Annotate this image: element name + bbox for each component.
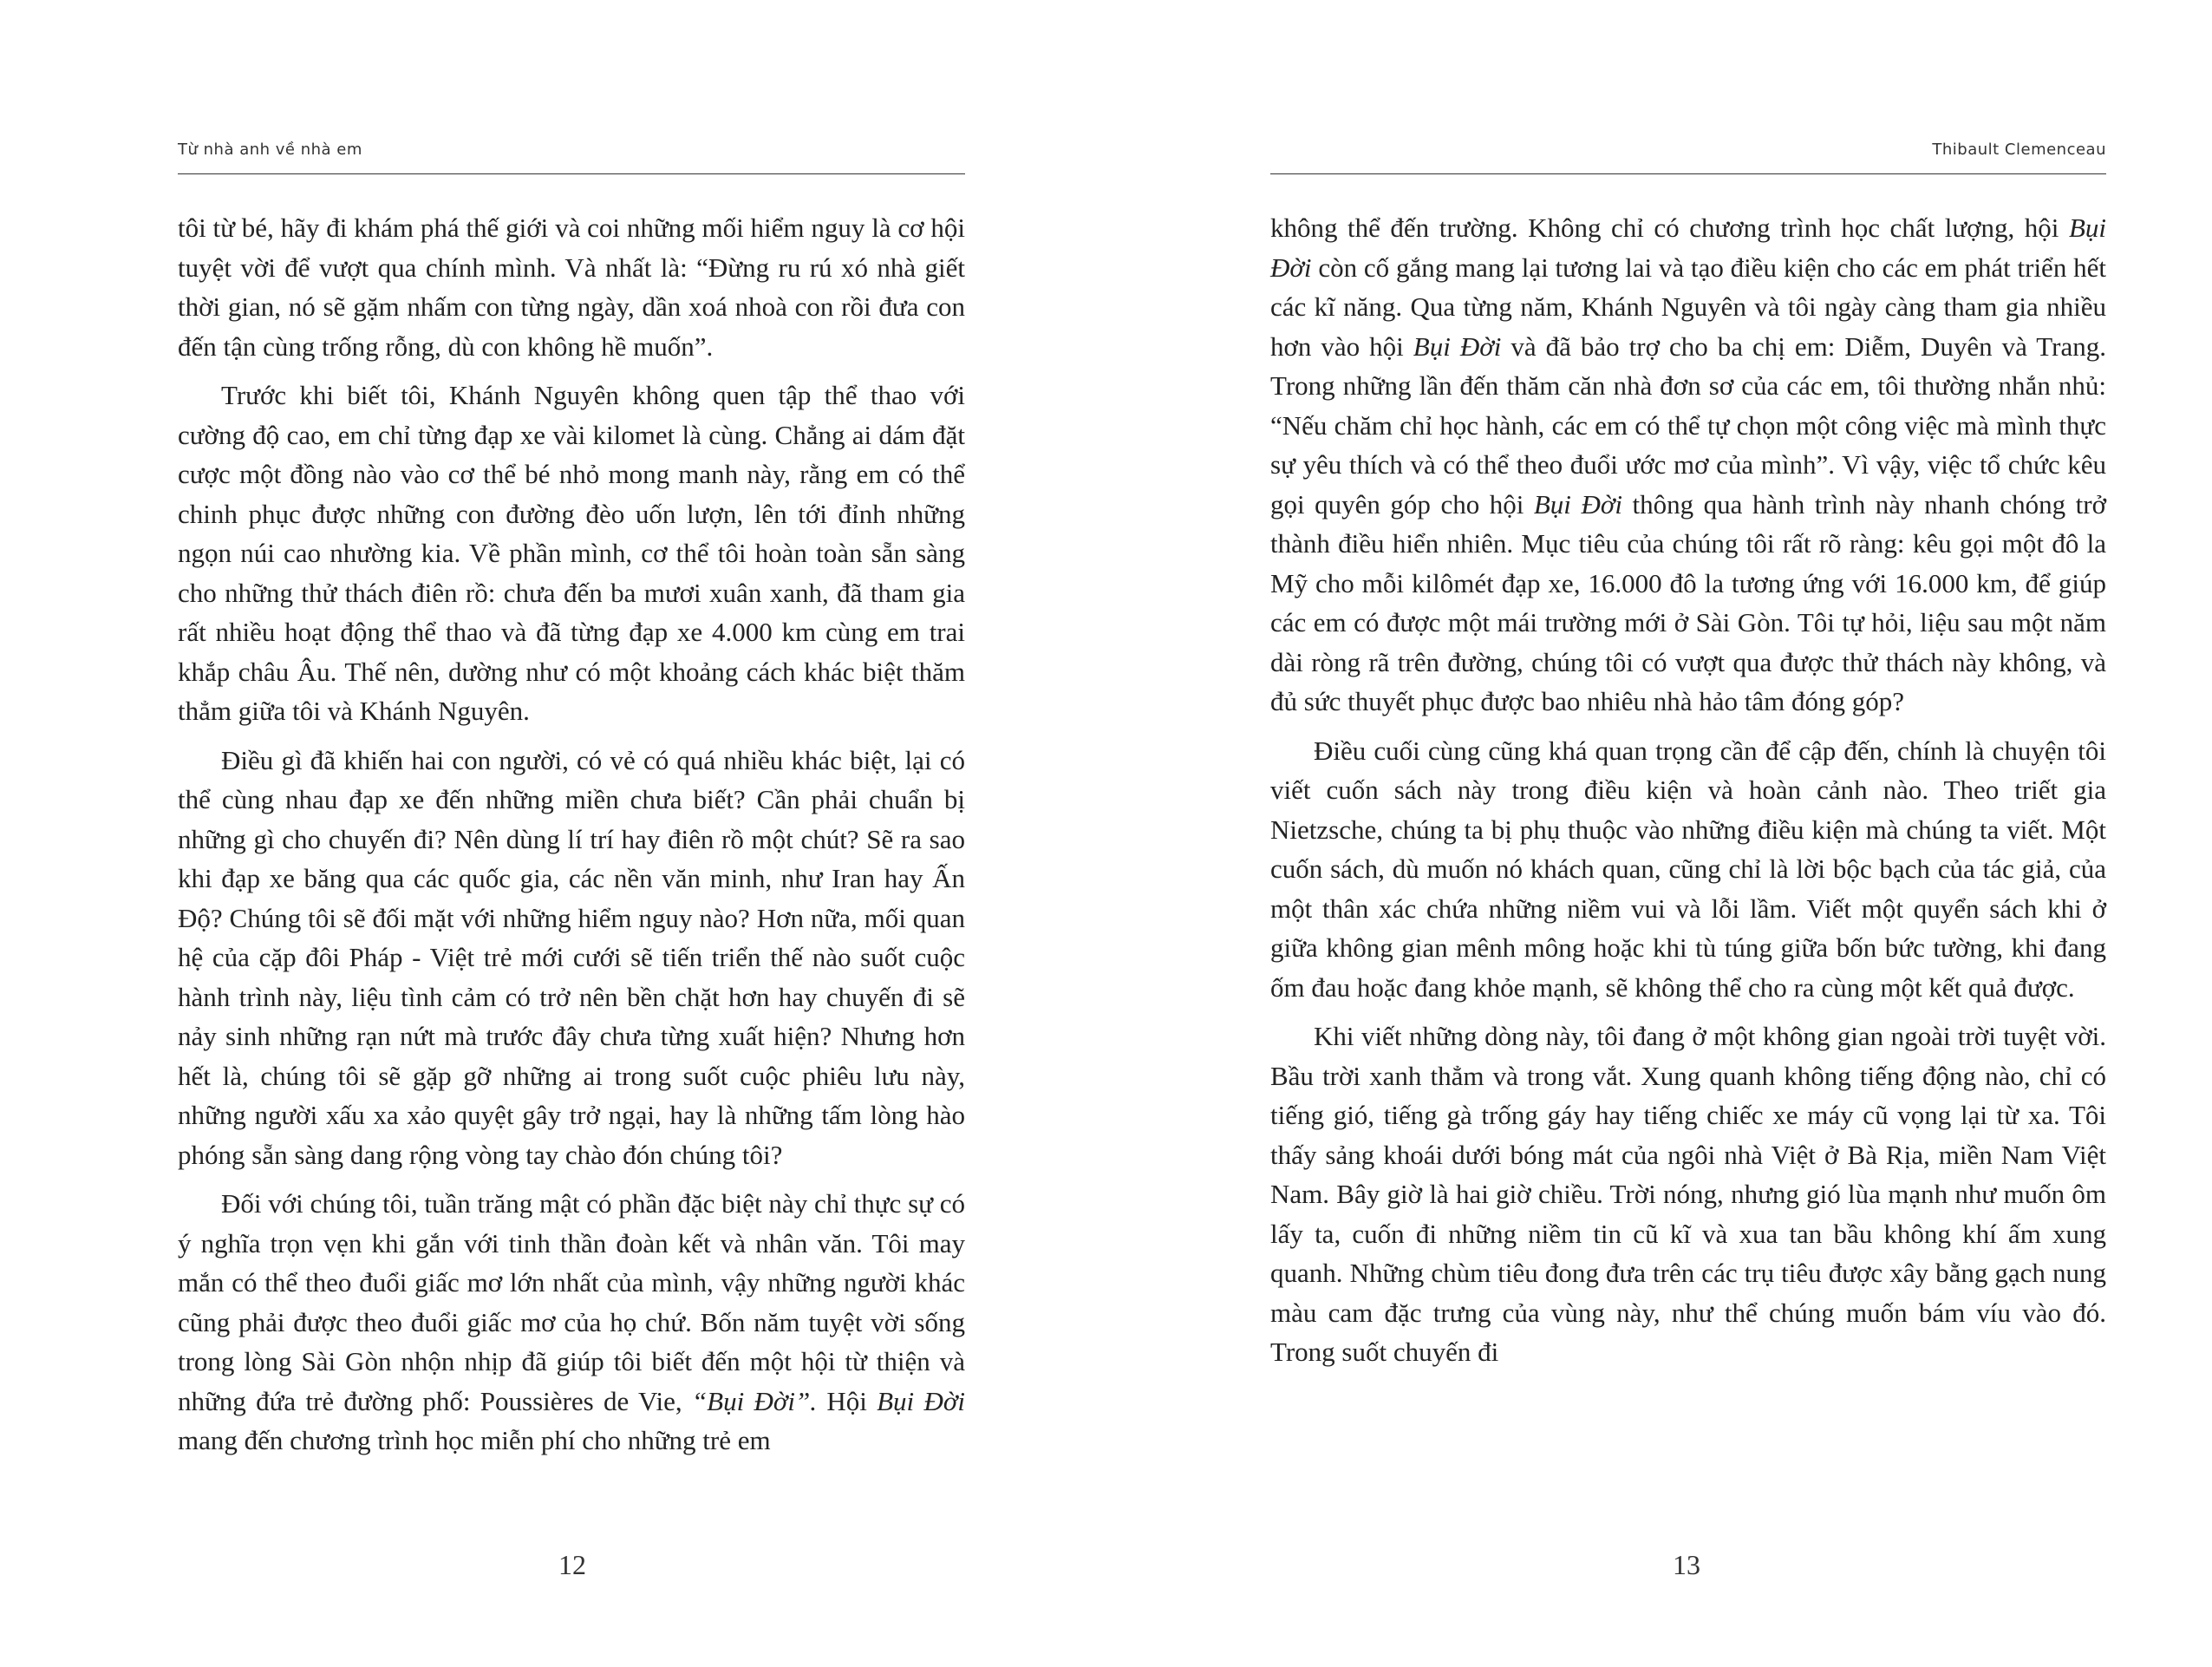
paragraph-text: mang đến chương trình học miễn phí cho những trẻ em [178,1425,771,1455]
page-number: 12 [558,1549,586,1580]
paragraph-text: Điều gì đã khiến hai con người, có vẻ có quá nhiều khác biệt, lại có thể cùng nhau đạp xe đến những miền chưa biết? Cần phải chuẩn bị những gì cho chuyến đi? Nên dùng lí trí hay điên rồ một chút? Sẽ ra sao khi đạp xe băng qua các quốc gia, các nền văn minh, như Iran hay Ấn Độ? Chúng tôi sẽ đối mặt với những hiểm nguy nào? Hơn nữa, mối quan hệ của cặp đôi Pháp - Việt trẻ mới cưới sẽ tiến triển thế nào suốt cuộc hành trình này, liệu tình cảm có trở nên bền chặt hơn hay chuyến đi sẽ nảy sinh những rạn nứt mà trước đây chưa từng xuất hiện? Nhưng hơn hết là, chúng tôi sẽ gặp gỡ những ai trong suốt cuộc phiêu lưu này, những người xấu xa xảo quyệt gây trở ngại, hay là những tấm lòng hào phóng sẵn sàng dang rộng vòng tay chào đón chúng tôi? [178,744,965,1170]
italic-text: Bụi Đời [1413,330,1502,362]
paragraph [178,376,965,731]
paragraph [178,1184,965,1461]
paragraph [178,741,965,1175]
body-text [1270,208,2106,1382]
paragraph-text: thông qua hành trình này nhanh chóng trở thành điều hiển nhiên. Mục tiêu của chúng tôi rất rõ ràng: kêu gọi một đô la Mỹ cho mỗi kilômét đạp xe, 16.000 đô la tương ứng với 16.000 km, để giúp các em có được một mái trường mới ở Sài Gòn. Tôi tự hỏi, liệu sau một năm dài ròng rã trên đường, chúng tôi có vượt qua được thử thách này không, và đủ sức thuyết phục được bao nhiêu nhà hảo tâm đóng góp? [1270,488,2106,716]
paragraph [178,208,965,366]
paragraph-text: tôi từ bé, hãy đi khám phá thế giới và coi những mối hiểm nguy là cơ hội tuyệt vời để vượt qua chính mình. Và nhất là: “Đừng ru rú xó nhà giết thời gian, nó sẽ gặm nhấm con từng ngày, dần xoá nhoà con rồi đưa con đến tận cùng trống rỗng, dù con không hề muốn”. [178,212,965,362]
running-head-author: Thibault Clemenceau [1932,141,2106,159]
paragraph [1270,731,2106,1008]
italic-text: “Bụi Đời”. [691,1385,818,1416]
paragraph-text: Hội [817,1385,878,1416]
paragraph-text: còn cố gắng mang lại tương lai và tạo điều kiện cho các em phát triển hết các kĩ năng. Qua từng năm, Khánh Nguyên và tôi ngày càng tham gia nhiều hơn vào hội [1270,252,2106,362]
page-number: 13 [1673,1549,1700,1580]
paragraph-text: và đã bảo trợ cho ba chị em: Diễm, Duyên và Trang. Trong những lần đến thăm căn nhà đơn sơ của các em, tôi thường nhắn nhủ: “Nếu chăm chỉ học hành, các em có thể tự chọn một công việc mà mình thực sự yêu thích và có thể theo đuổi ước mơ của mình”. Vì vậy, việc tổ chức kêu gọi quyên góp cho hội [1270,330,2106,520]
paragraph-text: Đối với chúng tôi, tuần trăng mật có phần đặc biệt này chỉ thực sự có ý nghĩa trọn vẹn khi gắn với tinh thần đoàn kết và nhân văn. Tôi may mắn có thể theo đuổi giấc mơ lớn nhất của mình, vậy những người khác cũng phải được theo đuổi giấc mơ của họ chứ. Bốn năm tuyệt vời sống trong lòng Sài Gòn nhộn nhịp đã giúp tôi biết đến một hội từ thiện và những đứa trẻ đường phố: Poussières de Vie, [178,1188,965,1416]
paragraph [1270,1017,2106,1372]
paragraph-text: không thể đến trường. Không chỉ có chương trình học chất lượng, hội [1270,212,2069,243]
italic-text: Bụi Đời [1270,212,2106,283]
header-rule [1270,173,2106,174]
paragraph-text: Trước khi biết tôi, Khánh Nguyên không quen tập thể thao với cường độ cao, em chỉ từng đạp xe vài kilomet là cùng. Chẳng ai dám đặt cược một đồng nào vào cơ thể bé nhỏ mong manh này, rằng em có thể chinh phục được những con đường đèo uốn lượn, lên tới đỉnh những ngọn núi cao nhường kia. Về phần mình, cơ thể tôi hoàn toàn sẵn sàng cho những thử thách điên rồ: chưa đến ba mươi xuân xanh, đã tham gia rất nhiều hoạt động thể thao và đã từng đạp xe 4.000 km cùng em trai khắp châu Âu. Thế nên, dường như có một khoảng cách khác biệt thăm thẳm giữa tôi và Khánh Nguyên. [178,380,965,726]
italic-text: Bụi Đời [877,1385,966,1416]
header-rule [178,173,965,174]
body-text [178,208,965,1470]
paragraph-text: Điều cuối cùng cũng khá quan trọng cần để cập đến, chính là chuyện tôi viết cuốn sách này trong điều kiện và hoàn cảnh nào. Theo triết gia Nietzsche, chúng ta bị phụ thuộc vào những điều kiện mà chúng ta viết. Một cuốn sách, dù muốn nó khách quan, cũng chỉ là lời bộc bạch của tác giả, của một thân xác chứa những niềm vui và lỗi lầm. Viết một quyển sách khi ở giữa không gian mênh mông hoặc khi tù túng giữa bốn bức tường, khi đang ốm đau hoặc đang khỏe mạnh, sẽ không thể cho ra cùng một kết quả được. [1270,735,2106,1003]
paragraph-text: Khi viết những dòng này, tôi đang ở một không gian ngoài trời tuyệt vời. Bầu trời xanh thẳm và trong vắt. Xung quanh không tiếng động nào, chỉ có tiếng gió, tiếng gà trống gáy hay tiếng chiếc xe máy cũ vọng lại từ xa. Tôi thấy sảng khoái dưới bóng mát của ngôi nhà Việt ở Bà Rịa, miền Nam Việt Nam. Bây giờ là hai giờ chiều. Trời nóng, nhưng gió lùa mạnh như muốn ôm lấy ta, cuốn đi những niềm tin cũ kĩ và xua tan bầu không khí ấm xung quanh. Những chùm tiêu đong đưa trên các trụ tiêu được xây bằng gạch nung màu cam đặc trưng của vùng này, như thể chúng muốn bám víu vào đó. Trong suốt chuyến đi [1270,1021,2106,1367]
italic-text: Bụi Đời [1533,488,1622,520]
running-head-title: Từ nhà anh về nhà em [178,141,362,159]
right-page [1106,0,2212,1667]
paragraph [1270,208,2106,722]
